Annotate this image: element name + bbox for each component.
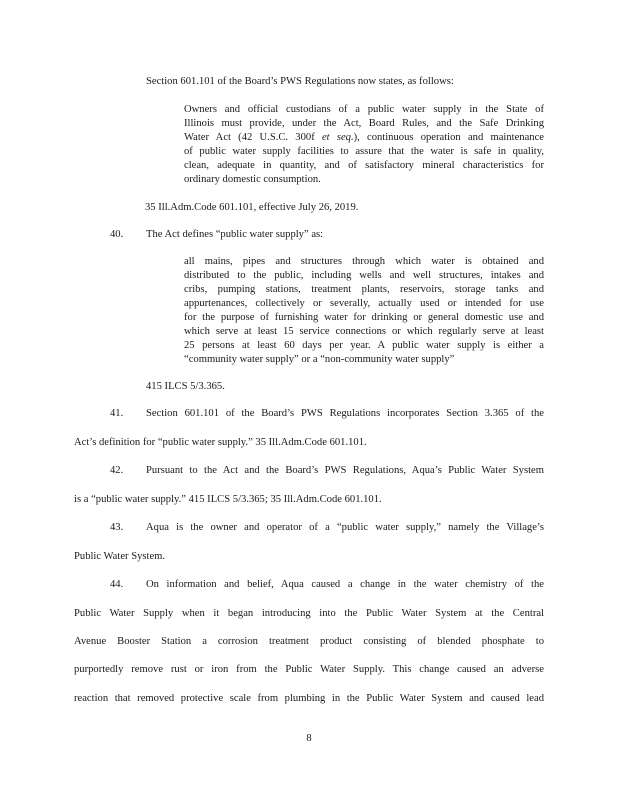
quote1-line: ordinary domestic consumption. [184,174,321,185]
page-number: 8 [306,733,312,744]
citation-601-101: 35 Ill.Adm.Code 601.101, effective July 26, 2019. [145,202,359,213]
paragraph-number-42: 42. [110,465,124,476]
paragraph-number-43: 43. [110,522,124,533]
quote2-line: cribs, pumping stations, treatment plants, reservoirs, storage tanks and [184,284,544,295]
quote2-line: distributed to the public, including wells and well structures, intakes and [184,270,544,281]
quote1-line: Illinois must provide, under the Act, Board Rules, and the Safe Drinking [184,118,544,129]
quote2-line: appurtenances, collectively or severally, actually used or intended for use [184,298,544,309]
quote1-line: Owners and official custodians of a public water supply in the State of [184,104,544,115]
quote2-line: all mains, pipes and structures through which water is obtained and [184,256,544,267]
quote1-line: Water Act (42 U.S.C. 300f et seq.), continuous operation and maintenance [184,132,544,143]
paragraph-41-line: Act’s definition for “public water supply.” 35 Ill.Adm.Code 601.101. [74,437,367,448]
paragraph-44-line: On information and belief, Aqua caused a change in the water chemistry of the [146,579,544,590]
paragraph-44-line: reaction that removed protective scale from plumbing in the Public Water System and caused lead [74,693,544,704]
quote2-line: which serve at least 15 service connections or which regularly serve at least [184,326,544,337]
quote2-line: for the purpose of furnishing water for drinking or general domestic use and [184,312,544,323]
quote1-line: clean, adequate in quantity, and of satisfactory mineral characteristics for [184,160,544,171]
paragraph-44-line: purportedly remove rust or iron from the Public Water Supply. This change caused an adverse [74,664,544,675]
paragraph-43-line: Public Water System. [74,551,166,562]
quote2-line: “community water supply” or a “non-community water supply” [184,354,455,365]
paragraph-43-line: Aqua is the owner and operator of a “public water supply,” namely the Village’s [146,522,544,533]
citation-ilcs: 415 ILCS 5/3.365. [146,381,225,392]
paragraph-number-41: 41. [110,408,124,419]
paragraph-41-line: Section 601.101 of the Board’s PWS Regulations incorporates Section 3.365 of the [146,408,544,419]
paragraph-number-44: 44. [110,579,124,590]
paragraph-44-line: Public Water Supply when it began introducing into the Public Water System at the Central [74,608,544,619]
intro-text: Section 601.101 of the Board’s PWS Regulations now states, as follows: [146,76,454,87]
paragraph-number-40: 40. [110,229,124,240]
paragraph-42-line: Pursuant to the Act and the Board’s PWS Regulations, Aqua’s Public Water System [146,465,544,476]
paragraph-44-line: Avenue Booster Station a corrosion treatment product consisting of blended phosphate to [74,636,544,647]
paragraph-40-text: The Act defines “public water supply” as: [146,229,324,240]
quote2-line: 25 persons at least 60 days per year. A public water supply is either a [184,340,544,351]
paragraph-42-line: is a “public water supply.” 415 ILCS 5/3.365; 35 Ill.Adm.Code 601.101. [74,494,382,505]
quote1-line: of public water supply facilities to assure that the water is safe in quality, [184,146,544,157]
